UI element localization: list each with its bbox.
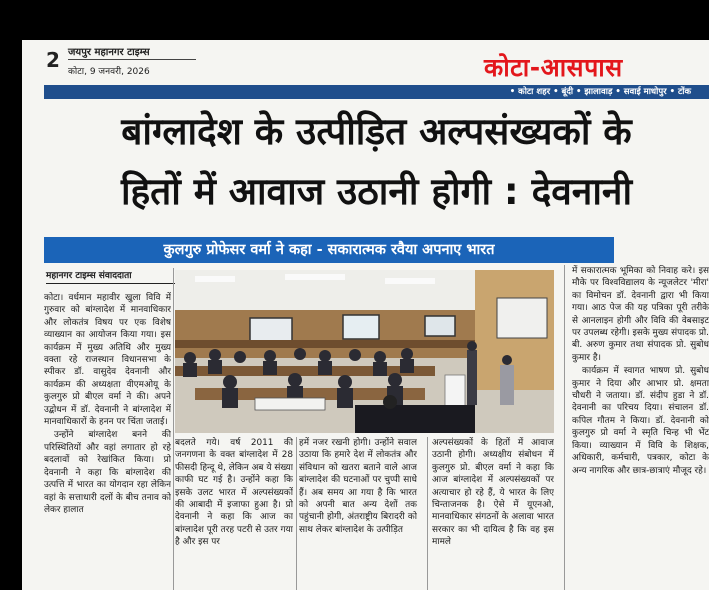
paragraph: बदलते गये। वर्ष 2011 की जनगणना के वक्त बांग्लादेश में 28 फीसदी हिन्दू थे, लेकिन अब ये संख्या काफी घट गई है। उन्होंने कहा कि इसके उलट भारत में अल्पसंख्यकों की आबादी में इजाफा हुआ है। प्रो देवनानी ने कहा कि आज का बांग्लादेश पूरी तरह पटरी से उतर गया है और इस पर xyxy=(175,438,293,548)
article-column-3 xyxy=(299,437,417,590)
page-number: 2 xyxy=(46,48,60,72)
column-divider xyxy=(296,437,297,590)
article-column-5 xyxy=(572,265,709,590)
event-photo xyxy=(175,270,554,433)
cities-bar xyxy=(44,85,709,99)
paragraph: कोटा। वर्धमान महावीर खुला विवि में गुरुवार को बांग्लादेश में मानवाधिकार और लोकतंत्र विषय पर एक विशेष व्याख्यान का आयोजन किया गया। इस कार्यक्रम में मुख्य अतिथि और मुख्य वक्ता रहे राजस्थान विधानसभा के स्पीकर डॉ. वासुदेव देवनानी और कार्यक्रम की अध्यक्षता वीएमओयू के कुलगुरु प्रो बीएल वर्मा ने की। अपने उद्बोधन में डॉ. देवनानी ने बांग्लादेश में मानवाधिकारों के हनन पर चिंता जताई। xyxy=(44,293,171,428)
masthead-rule xyxy=(68,59,196,60)
date-line: कोटा, 9 जनवरी, 2026 xyxy=(68,67,150,77)
column-divider xyxy=(427,437,428,590)
cities-list: • कोटा शहर • बूंदी • झालावाड़ • सवाई माधोपुर • टोंक xyxy=(509,87,691,97)
article-column-4 xyxy=(432,437,554,590)
newspaper-page xyxy=(22,40,709,590)
paragraph: में सकारात्मक भूमिका को निवाह करे। इस मौके पर विश्वविद्यालय के न्यूजलेटर 'मीरा' का विमोचन डॉ. देवनानी द्वारा भी किया गया। आठ पेज की यह पत्रिका पूरी तरीके से आनलाइन होगी और विवि की वेबसाइट पर उपलब्ध रहेगी। इसके मुख्य संपादक प्रो. बी. अरुण कुमार तथा संपादक प्रो. सुबोध कुमार है। xyxy=(572,266,709,363)
paragraph: कार्यक्रम में स्वागत भाषण प्रो. सुबोध कुमार ने दिया और आभार प्रो. क्षमता चौधरी ने जताया। डॉ. संदीप हुडा ने डॉ. देवनानी का परिचय दिया। संचालन डॉ. कपिल गौतम ने किया। डॉ. देवनानी को कुलगुरु प्रो वर्मा ने स्मृति चिन्ह भी भेंट किया। व्याख्यान में विवि के शिक्षक, अधिकारी, कर्मचारी, पत्रकार, कोटा के अन्य नागरिक और छात्र-छात्राएं मौजूद रहे। xyxy=(572,366,709,476)
column-divider xyxy=(173,268,174,590)
paragraph: हमें नजर रखनी होगी। उन्होंने सवाल उठाया कि हमारे देश में लोकतंत्र और संविधान को खतरा बताने वाले आज बांग्लादेश की घटनाओं पर चुप्पी साधे हैं। अब समय आ गया है कि भारत को अपनी बात अन्य देशों तक पहुंचानी होगी, अंतराष्ट्रीय बिरादरी को साथ लेकर बांग्लादेश के उत्पीड़ित xyxy=(299,438,417,535)
article-column-2 xyxy=(175,437,293,590)
subheadline: कुलगुरु प्रोफेसर वर्मा ने कहा - सकारात्मक रवैया अपनाए भारत xyxy=(44,237,614,263)
section-title: कोटा-आसपास xyxy=(484,53,623,82)
paragraph: अल्पसंख्यकों के हितों में आवाज उठानी होगी। अध्यक्षीय संबोधन में कुलगुरु प्रो. बीएल वर्मा ने कहा कि आज बांग्लादेश में अल्पसंख्यकों पर अत्याचार हो रहे हैं, ये भारत के लिए चिन्ताजनक है। ऐसे में यूएनओ, मानवाधिकार संगठनों के अलावा भारत सरकार का भी दायित्व है कि वह इस मामले xyxy=(432,438,554,548)
headline-line-2: हितों में आवाज उठानी होगी : देवनानी xyxy=(120,170,633,213)
reporter-byline: महानगर टाइम्स संवाददाता xyxy=(46,268,176,284)
headline-line-1: बांग्लादेश के उत्पीड़ित अल्पसंख्यकों के xyxy=(121,110,632,153)
article-column-1 xyxy=(44,292,171,590)
paper-name: जयपुर महानगर टाइम्स xyxy=(68,47,150,58)
column-divider xyxy=(564,265,565,590)
paragraph: उन्होंने बांग्लादेश बनने की परिस्थितियों और वहां लगातार हो रहे बदलावों को रेखांकित किया। प्रो देवनानी ने कहा कि बांग्लादेश की उत्पत्ति में भारत का योगदान रहा लेकिन वहां के सत्ताधारी दलों के बीच तनाव को लेकर हालात xyxy=(44,430,171,515)
